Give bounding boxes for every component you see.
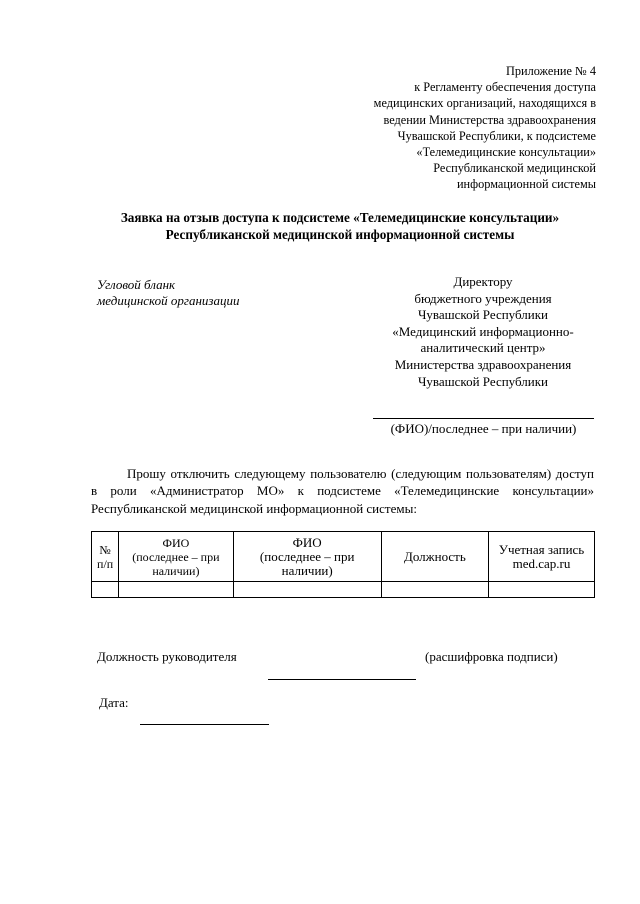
header-fio-1-line-3: наличии) <box>152 563 200 578</box>
addressee-line: Чувашской Республики <box>417 373 549 389</box>
letterhead-placeholder <box>97 277 239 309</box>
header-fio-2-line-1: ФИО <box>292 534 322 550</box>
title-line-1: Заявка на отзыв доступа к подсистеме «Телемедицинские консультации» <box>120 210 560 225</box>
head-position-label: Должность руководителя <box>97 649 237 664</box>
appendix-line: медицинских организаций, находящихся в <box>373 96 596 111</box>
appendix-line: Республиканской медицинской <box>433 161 596 176</box>
appendix-header <box>296 63 596 193</box>
table-header-row <box>92 532 595 582</box>
header-position: Должность <box>381 532 488 582</box>
cell-fio-1[interactable] <box>119 582 233 598</box>
header-number-line-2: п/п <box>97 556 114 571</box>
letterhead-line-1: Угловой бланк <box>97 277 176 292</box>
header-account-line-1: Учетная запись <box>498 541 585 557</box>
header-fio-2-line-2: (последнее – при <box>259 548 355 564</box>
appendix-line: «Телемедицинские консультации» <box>416 145 596 160</box>
date-line[interactable] <box>140 724 269 725</box>
table-row <box>92 582 595 598</box>
appendix-line: Приложение № 4 <box>505 64 596 78</box>
header-number-line-1: № <box>99 542 111 557</box>
addressee-line: аналитический центр» <box>420 340 546 356</box>
request-paragraph: Прошу отключить следующему пользователю (следующим пользователям) доступ в роли «Администратор МО» к подсистеме «Телемедицинские консультации» Республиканской медицинской информационной системы: <box>91 466 594 516</box>
date-label: Дата: <box>99 695 129 710</box>
addressee-block <box>368 274 598 390</box>
users-table <box>91 531 595 598</box>
header-fio-2-line-3: наличии) <box>281 562 333 578</box>
addressee-line: Чувашской Республики <box>417 307 549 323</box>
fio-signature-line[interactable] <box>373 418 594 419</box>
document-title <box>60 209 620 243</box>
header-number <box>92 532 119 582</box>
addressee-line: Директору <box>453 274 513 289</box>
cell-fio-2[interactable] <box>233 582 381 598</box>
addressee-line: «Медицинский информационно- <box>392 323 574 339</box>
addressee-line: бюджетного учреждения <box>414 290 552 306</box>
title-line-2: Республиканской медицинской информационной системы <box>165 227 515 242</box>
header-account-line-2: med.cap.ru <box>512 555 571 571</box>
cell-number[interactable] <box>92 582 119 598</box>
signature-decode-label: (расшифровка подписи) <box>425 649 558 664</box>
cell-account[interactable] <box>488 582 594 598</box>
header-fio-1-line-2: (последнее – при <box>132 549 220 564</box>
header-fio-1 <box>119 532 233 582</box>
head-signature-line[interactable] <box>268 679 416 680</box>
addressee-line: Министерства здравоохранения <box>394 356 572 372</box>
appendix-line: информационной системы <box>456 177 596 192</box>
appendix-line: Чувашской Республики, к подсистеме <box>397 128 596 143</box>
header-fio-1-line-1: ФИО <box>162 535 190 550</box>
appendix-line: ведении Министерства здравоохранения <box>383 112 596 127</box>
cell-position[interactable] <box>381 582 488 598</box>
letterhead-line-2: медицинской организации <box>97 293 240 308</box>
appendix-line: к Регламенту обеспечения доступа <box>414 80 596 95</box>
fio-caption: (ФИО)/последнее – при наличии) <box>390 421 577 436</box>
header-account <box>488 532 594 582</box>
header-fio-2 <box>233 532 381 582</box>
